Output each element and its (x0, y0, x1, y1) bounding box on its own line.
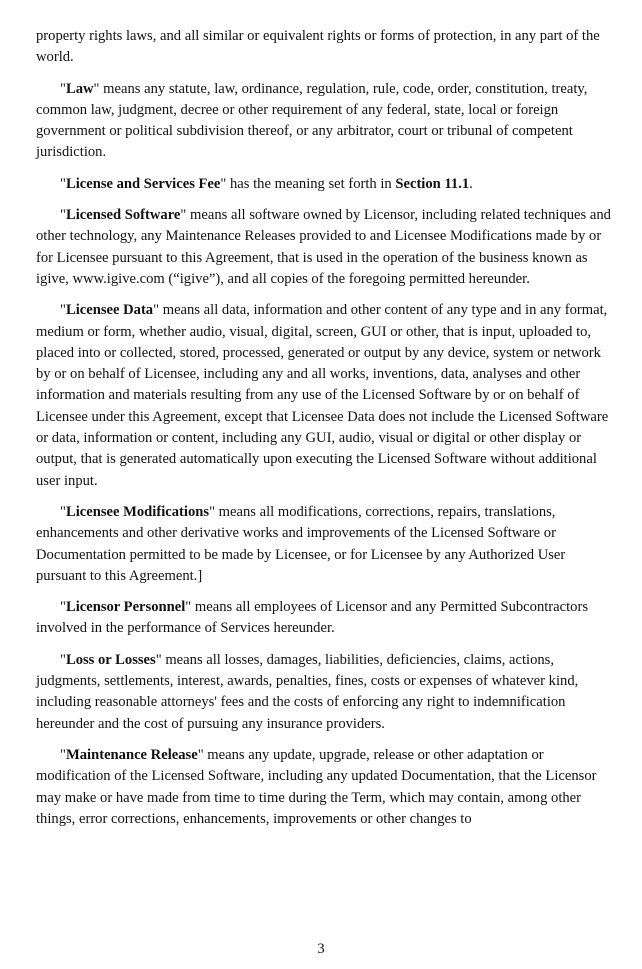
open-quote: " (60, 651, 66, 668)
open-quote: " (60, 80, 66, 97)
open-quote: " (60, 503, 66, 520)
open-quote: " (60, 599, 66, 616)
definition-text: means any statute, law, ordinance, regulation, rule, code, order, constitution, treaty, common law, judgment, decree or other requirement of any federal, state, local or foreign government or political subdivision thereof, or any arbitrator, court or tribunal of competent jurisdiction. (36, 80, 588, 161)
close-quote: " (185, 599, 192, 616)
open-quote: " (60, 175, 66, 192)
close-quote: " (209, 503, 216, 520)
definition-text: means any update, upgrade, release or other adaptation or modification of the Licensed Software, including any updated Documentation, that the Licensor may make or have made from time to time during the Term, which may contain, among other things, error corrections, enhancements, improvements or other changes to (36, 746, 597, 827)
defined-term: Licensee Modifications (65, 503, 210, 520)
definition-text: means all data, information and other content of any type and in any format, medium or form, whether audio, visual, digital, screen, GUI or other, that is input, uploaded to, placed into or collected, stored, processed, generated or output by any device, system or network by or on behalf of Licensee, including any and all works, inventions, data, analyses and other information and materials resulting from any use of the Licensed Software by or on behalf of Licensee under this Agreement, except that Licensee Data does not include the Licensed Software or data, information or content, including any GUI, audio, visual or digital or other display or output, that is generated automatically upon executing the Licensed Software without additional user input. (36, 302, 609, 489)
defined-term: Law (65, 80, 94, 97)
continuation-paragraph: property rights laws, and all similar or equivalent rights or forms of protection, in any part of the world. (36, 28, 600, 66)
close-quote: " (220, 175, 227, 192)
defined-term: Licensor Personnel (65, 599, 186, 616)
definition-text: means all losses, damages, liabilities, deficiencies, claims, actions, judgments, settlements, interest, awards, penalties, fines, costs or expenses of whatever kind, including reasonable attorneys' fees and the costs of enforcing any right to indemnification hereunder and the cost of pursuing any insurance providers. (36, 651, 579, 732)
defined-term: License and Services Fee (65, 175, 221, 192)
definition-licensed-software (36, 205, 618, 290)
close-quote: " (93, 80, 100, 97)
document-page (36, 0, 618, 830)
defined-term: Licensed Software (65, 207, 181, 224)
open-quote: " (60, 207, 66, 224)
definition-maintenance-release (36, 745, 618, 830)
open-quote: " (60, 302, 66, 319)
defined-term: Licensee Data (65, 302, 154, 319)
open-quote: " (60, 746, 66, 763)
close-quote: " (153, 302, 160, 319)
close-quote: " (180, 207, 187, 224)
definition-text-end: . (469, 175, 473, 192)
defined-term: Maintenance Release (65, 746, 198, 763)
page-number: 3 (317, 941, 325, 957)
definition-text: means all software owned by Licensor, including related techniques and other technology, any Maintenance Releases provided to and Licensee Modifications made by or for Licensee pursuant to this Agreement, that is used in the operation of the business known as igive, www.igive.com (“igive”), and all copies of the foregoing permitted hereunder. (36, 207, 611, 287)
definition-license-and-services-fee (36, 174, 618, 195)
definition-loss-or-losses (36, 650, 618, 735)
close-quote: " (155, 651, 162, 668)
close-quote: " (197, 746, 204, 763)
defined-term: Loss or Losses (65, 651, 156, 668)
definition-text: has the meaning set forth in (226, 175, 396, 192)
definition-text: means all modifications, corrections, repairs, translations, enhancements and other derivative works and improvements of the Licensed Software or Documentation permitted to be made by Licensee, or for Licensee by any Authorized User pursuant to this Agreement.] (36, 503, 566, 584)
definition-licensee-modifications (36, 502, 618, 587)
definition-text: means all employees of Licensor and any Permitted Subcontractors involved in the performance of Services hereunder. (36, 599, 589, 637)
definition-licensee-data (36, 300, 618, 492)
section-reference: Section 11.1 (395, 175, 470, 192)
definition-licensor-personnel (36, 597, 618, 640)
definition-law (36, 79, 618, 164)
